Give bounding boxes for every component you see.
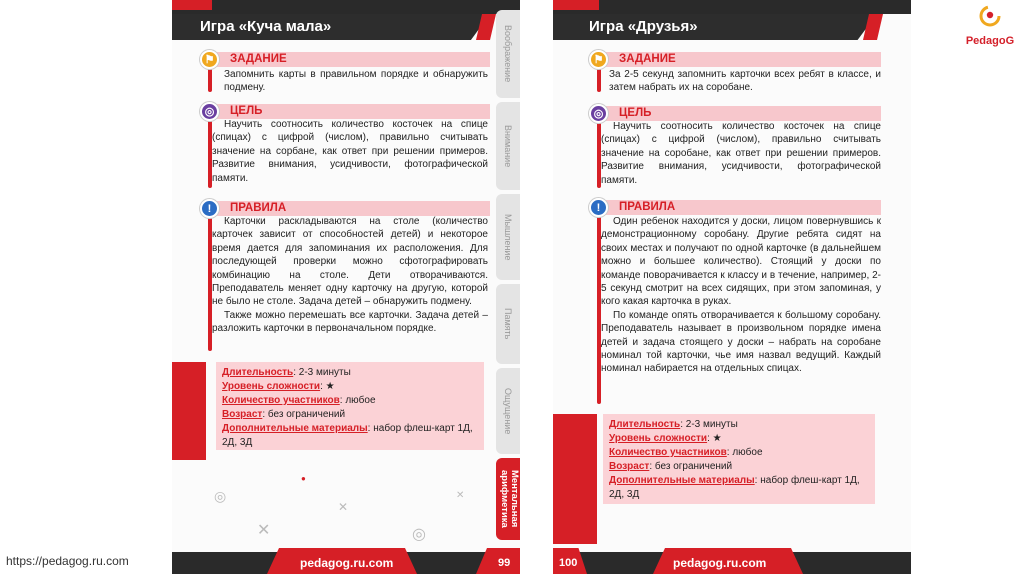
- page-number: 100: [559, 557, 578, 569]
- tab-memory[interactable]: Память: [496, 284, 520, 364]
- materials-value: набор флеш-карт 1Д, 2Д, 3Д: [222, 423, 473, 448]
- duration-label: Длительность: [609, 419, 681, 430]
- players-label: Количество участников: [222, 395, 340, 406]
- tab-sensation[interactable]: Ощущение: [496, 368, 520, 454]
- task-heading: ЗАДАНИЕ: [599, 52, 881, 67]
- duration-value: 2-3 минуты: [685, 419, 738, 430]
- age-value: без ограничений: [267, 409, 346, 420]
- page-number: 99: [498, 557, 511, 569]
- materials-label: Дополнительные материалы: [609, 475, 755, 486]
- age-label: Возраст: [609, 461, 650, 472]
- source-link[interactable]: https://pedagog.ru.com: [6, 554, 129, 568]
- info-red-block: [172, 362, 206, 460]
- age-label: Возраст: [222, 409, 263, 420]
- goal-text: Научить соотносить количество косточек на спице (спицах) с цифрой (числом), правильно считывать значение на соробане, как ответ при решении примеров. Развитие внимания, усидчивости, фотографической памяти.: [601, 121, 881, 186]
- pedagog-logo-icon: [978, 4, 1002, 28]
- goal-text: Научить соотносить количество косточек на спице (спицах) с цифрой (числом), правильно считывать значение на сорбане, как ответ при решении примеров. Развитие внимания, усидчивости, фотографической памяти.: [212, 119, 488, 184]
- task-heading: ЗАДАНИЕ: [210, 52, 490, 67]
- tab-attention[interactable]: Внимание: [496, 102, 520, 190]
- cross-decoration-icon: ✕: [257, 522, 271, 539]
- cross-decoration-icon: ✕: [338, 500, 349, 514]
- left-page: [172, 0, 520, 574]
- tab-imagination[interactable]: Воображение: [496, 10, 520, 98]
- materials-label: Дополнительные материалы: [222, 423, 368, 434]
- duration-label: Длительность: [222, 367, 294, 378]
- level-star-icon: ★: [712, 433, 722, 444]
- page-title: Игра «Куча мала»: [200, 18, 332, 35]
- duration-value: 2-3 минуты: [298, 367, 351, 378]
- level-star-icon: ★: [325, 381, 335, 392]
- level-label: Уровень сложности: [609, 433, 708, 444]
- materials-value: набор флеш-карт 1Д, 2Д, 3Д: [609, 475, 860, 500]
- footer-site: pedagog.ru.com: [673, 556, 767, 570]
- footer-site: pedagog.ru.com: [300, 556, 394, 570]
- task-text: Запомнить карты в правильном порядке и обнаружить подмену.: [224, 69, 488, 94]
- players-value: любое: [345, 395, 376, 406]
- page-footer: [553, 538, 911, 574]
- age-value: без ограничений: [654, 461, 733, 472]
- tab-mental-arithmetic[interactable]: Ментальная арифметика: [496, 458, 520, 540]
- goal-heading: ЦЕЛЬ: [599, 106, 881, 121]
- level-label: Уровень сложности: [222, 381, 321, 392]
- top-band: [553, 0, 911, 14]
- top-red-accent: [553, 0, 599, 10]
- top-band: [172, 0, 520, 14]
- dot-decoration-icon: ●: [301, 474, 306, 483]
- task-icon: ⚑: [200, 50, 219, 69]
- ring-decoration-icon: ◎: [214, 488, 227, 504]
- pedagog-logo[interactable]: [960, 4, 1020, 47]
- info-icon: !: [589, 198, 608, 217]
- task-text: За 2-5 секунд запомнить карточки всех ребят в классе, и затем набрать их на соробане.: [609, 69, 881, 94]
- rules-heading: ПРАВИЛА: [210, 201, 490, 216]
- players-value: любое: [732, 447, 763, 458]
- page-footer: [172, 538, 520, 574]
- players-label: Количество участников: [609, 447, 727, 458]
- info-box: Длительность: 2-3 минуты Уровень сложности: ★ Количество участников: любое Возраст: без ограничений Дополнительные материалы: набор флеш-карт 1Д, 2Д, 3Д: [603, 414, 875, 504]
- info-icon: !: [200, 199, 219, 218]
- tab-thinking[interactable]: Мышление: [496, 194, 520, 280]
- page-title: Игра «Друзья»: [589, 18, 698, 35]
- ring-decoration-icon: ◎: [412, 526, 426, 543]
- rules-text: Один ребенок находится у доски, лицом повернувшись к демонстрационному соробану. Другие ребята сидят на своих местах и получают по одной карточке (в дальнейшем можно и большее количество). Стоящий у доски по команде поворачивается к классу и в течение, например, 2-5 секунд смотрит на всех сидящих, при этом запоминая, у кого какая карточка в руках. По команде опять отворачивается к большому соробану. Преподаватель называет в произвольном порядке имена детей и задача стоящего у доски – набрать на соробане номинал той карточки, чье имя назвал ведущий. Каждый номинал набирается на отдельных спицах.: [601, 216, 881, 375]
- target-icon: ◎: [200, 102, 219, 121]
- logo-text: PedagoG: [965, 35, 1015, 47]
- rules-text: Карточки раскладываются на столе (количество карточек зависит от способностей детей) и некоторое время дается для запоминания их расположения. Для последующей проверки можно сфотографировать комбинацию на столе. Дети отворачиваются. Преподаватель меняет одну карточку на другую, которой не было не столе. Задача детей – обнаружить подмену. Также можно перемешать все карточки. Задача детей – разложить карточки в первоначальном порядке.: [212, 216, 488, 335]
- right-page: [553, 0, 911, 574]
- info-box: Длительность: 2-3 минуты Уровень сложности: ★ Количество участников: любое Возраст: без ограничений Дополнительные материалы: набор флеш-карт 1Д, 2Д, 3Д: [216, 362, 484, 450]
- top-red-accent: [172, 0, 212, 10]
- info-red-block: [553, 414, 597, 544]
- rules-heading: ПРАВИЛА: [599, 200, 881, 215]
- task-icon: ⚑: [589, 50, 608, 69]
- cross-decoration-icon: ✕: [456, 490, 465, 501]
- goal-heading: ЦЕЛЬ: [210, 104, 490, 119]
- target-icon: ◎: [589, 104, 608, 123]
